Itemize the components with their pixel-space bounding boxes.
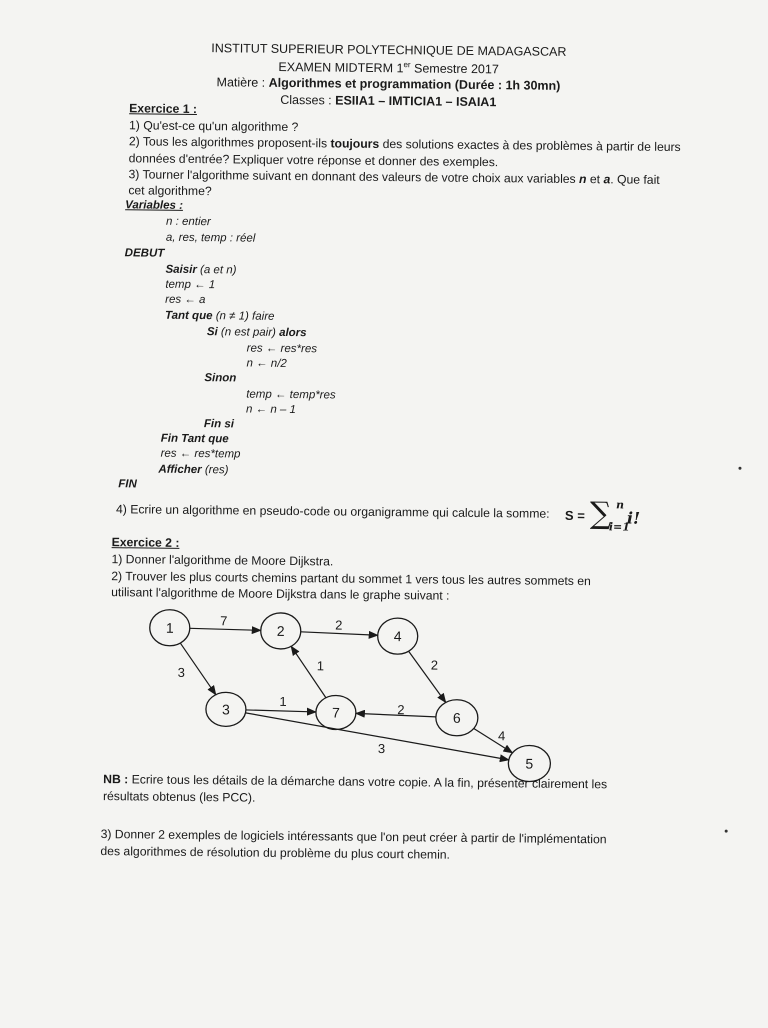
line-res-square: res ← res*res bbox=[246, 342, 318, 356]
line-n-dec: n ← n – 1 bbox=[246, 403, 297, 417]
classes-value: ESIIA1 – IMTICIA1 – ISAIA1 bbox=[335, 93, 497, 110]
ex1-q3-prefix: 3) Tourner l'algorithme suivant en donnant des valeurs de votre choix aux variables bbox=[128, 167, 580, 187]
edge-weight-1-2: 7 bbox=[220, 613, 228, 629]
scan-speck bbox=[738, 467, 741, 470]
edge-weight-3-5: 3 bbox=[377, 740, 386, 757]
ex1-q3-and: et bbox=[586, 172, 604, 187]
keyword-fin: FIN bbox=[118, 478, 137, 491]
institute-name: INSTITUT SUPERIEUR POLYTECHNIQUE DE MADAGASCAR bbox=[211, 41, 567, 59]
ex1-q3-suffix: . Que fait bbox=[610, 172, 660, 187]
ex2-question-3-line2: des algorithmes de résolution du problème du plus court chemin. bbox=[100, 844, 451, 862]
formula-lower-bound: i=1 bbox=[608, 520, 630, 534]
edge-6-7 bbox=[356, 713, 436, 716]
nb-text: Ecrire tous les détails de la démarche dans votre copie. A la fin, présenter clairement les bbox=[128, 772, 608, 792]
kw-si: Si bbox=[206, 326, 218, 339]
edge-weight-2-4: 2 bbox=[335, 617, 343, 633]
saisir-args: (a et n) bbox=[196, 264, 237, 277]
variables-label: Variables : bbox=[125, 199, 184, 212]
kw-tant-que: Tant que bbox=[164, 309, 213, 323]
si-cond: (n est pair) bbox=[217, 326, 280, 339]
ex1-question-1: 1) Qu'est-ce qu'un algorithme ? bbox=[128, 118, 299, 135]
formula-lhs: S = bbox=[564, 507, 585, 524]
edge-4-6 bbox=[408, 651, 446, 702]
node-label-6: 6 bbox=[452, 709, 461, 726]
exam-title-prefix: EXAMEN MIDTERM 1 bbox=[278, 60, 404, 76]
edge-weight-3-7: 1 bbox=[279, 693, 287, 709]
tant-que-cond: (n ≠ 1) faire bbox=[212, 310, 275, 323]
line-res-final: res ← res*temp bbox=[160, 447, 241, 461]
edge-6-5 bbox=[474, 728, 513, 752]
kw-sinon: Sinon bbox=[204, 372, 237, 385]
node-label-3: 3 bbox=[221, 701, 230, 718]
ex2-question-2-line1: 2) Trouver les plus courts chemins partant du sommet 1 vers tous les autres sommets en bbox=[111, 569, 591, 589]
ex1-question-4: 4) Ecrire un algorithme en pseudo-code ou organigramme qui calcule la somme: bbox=[115, 502, 550, 521]
edge-1-3 bbox=[177, 643, 217, 695]
nb-line2: résultats obtenus (les PCC). bbox=[102, 789, 256, 805]
afficher-args: (res) bbox=[201, 464, 229, 477]
ex2-question-1: 1) Donner l'algorithme de Moore Dijkstra. bbox=[111, 552, 334, 569]
node-label-7: 7 bbox=[331, 704, 340, 721]
subject-value: Algorithmes et programmation (Durée : 1h 30mn) bbox=[268, 75, 561, 93]
edge-3-7 bbox=[246, 710, 316, 712]
edge-weight-6-7: 2 bbox=[397, 702, 405, 718]
kw-fin-tant-que: Fin Tant que bbox=[160, 432, 229, 446]
subject-label: Matière : bbox=[216, 75, 269, 90]
edge-1-2 bbox=[190, 628, 261, 630]
exercise-2-title: Exercice 2 : bbox=[111, 535, 180, 550]
formula-term: i! bbox=[626, 508, 641, 528]
ex1-q2-bold: toujours bbox=[330, 136, 380, 151]
keyword-debut: DEBUT bbox=[124, 247, 165, 260]
kw-alors: alors bbox=[279, 326, 307, 340]
edge-weight-7-2: 1 bbox=[316, 658, 325, 674]
ex1-q3-var-a: a bbox=[603, 172, 611, 187]
ex1-q2-prefix: 2) Tous les algorithmes proposent-ils bbox=[128, 134, 331, 151]
node-label-1: 1 bbox=[165, 619, 174, 636]
classes-label: Classes : bbox=[280, 92, 336, 108]
scan-speck bbox=[725, 830, 728, 833]
node-label-5: 5 bbox=[525, 755, 534, 772]
exam-title-suffix: Semestre 2017 bbox=[410, 61, 499, 77]
ex1-q3-var-n: n bbox=[579, 172, 587, 187]
var-declaration-reals: a, res, temp : réel bbox=[165, 231, 256, 245]
exam-title-sup: er bbox=[403, 60, 411, 70]
node-label-4: 4 bbox=[393, 628, 402, 645]
var-declaration-n: n : entier bbox=[165, 215, 211, 229]
ex1-q2-suffix: des solutions exactes à des problèmes à partir de leurs bbox=[379, 136, 681, 155]
line-temp-mul: temp ← temp*res bbox=[246, 388, 336, 402]
kw-saisir: Saisir bbox=[165, 263, 197, 277]
line-temp-init: temp ← 1 bbox=[165, 278, 216, 292]
line-n-half: n ← n/2 bbox=[246, 357, 287, 370]
kw-fin-si: Fin si bbox=[203, 418, 235, 431]
ex1-question-3-line2: cet algorithme? bbox=[128, 183, 212, 199]
edge-weight-1-3: 3 bbox=[177, 664, 186, 680]
ex2-question-2-line2: utilisant l'algorithme de Moore Dijkstra dans le graphe suivant : bbox=[111, 585, 450, 603]
edge-weight-4-6: 2 bbox=[430, 657, 439, 673]
ex1-question-2-line2: données d'entrée? Expliquer votre réponse et donner des exemples. bbox=[128, 151, 499, 170]
line-res-init: res ← a bbox=[165, 293, 206, 307]
kw-afficher: Afficher bbox=[158, 463, 202, 477]
exercise-1-title: Exercice 1 : bbox=[129, 101, 198, 117]
node-label-2: 2 bbox=[276, 622, 285, 639]
nb-label: NB : bbox=[103, 772, 129, 787]
formula-upper-bound: n bbox=[616, 498, 625, 512]
edge-weight-6-5: 4 bbox=[497, 728, 506, 744]
ex2-question-3-line1: 3) Donner 2 exemples de logiciels intéressants que l'on peut créer à partir de l'implémentation bbox=[100, 827, 607, 847]
sigma-symbol: ∑ bbox=[589, 496, 612, 532]
